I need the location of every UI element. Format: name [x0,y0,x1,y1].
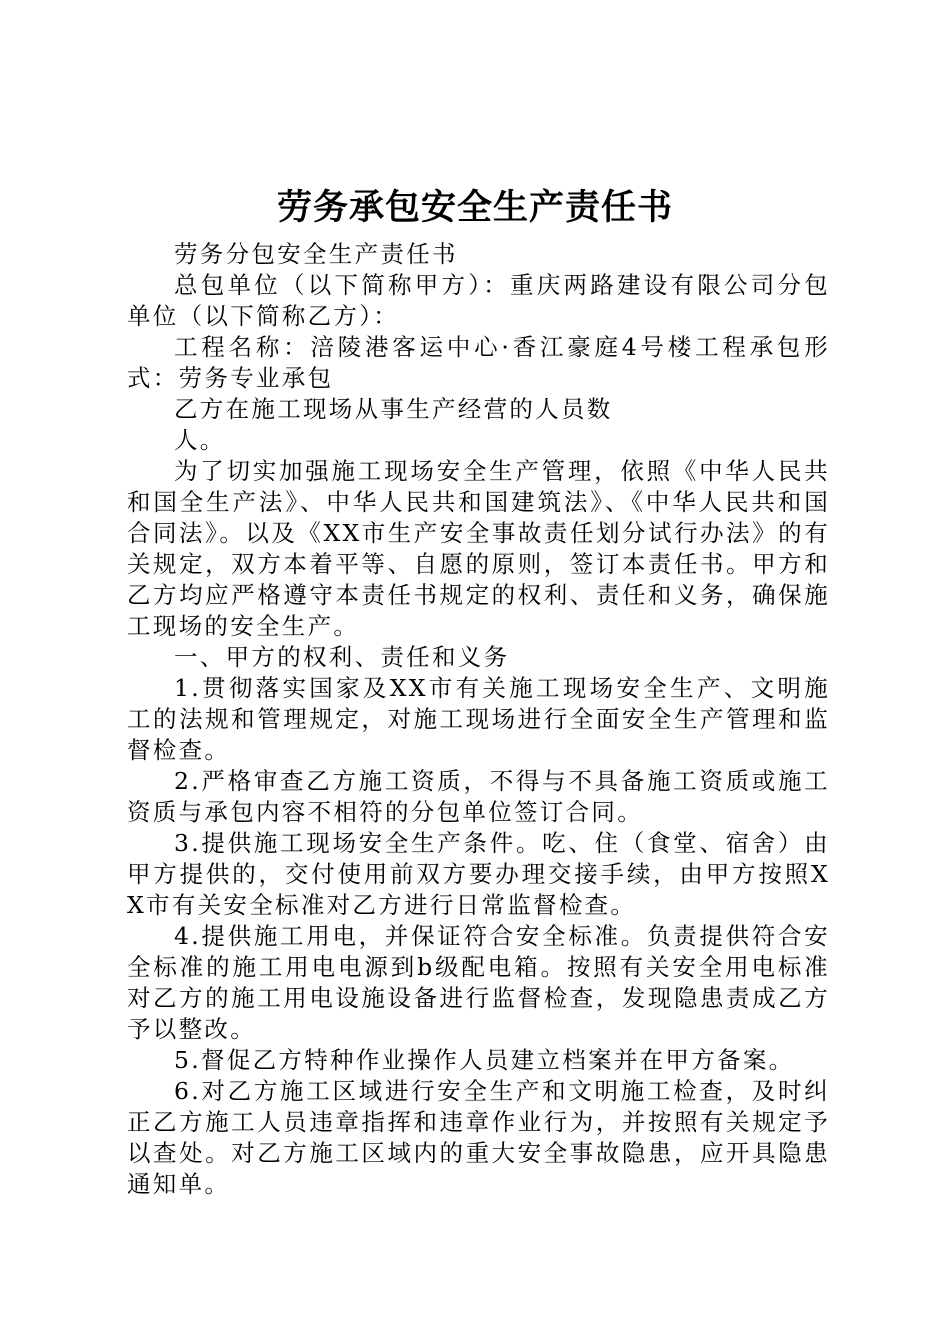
clause-4: 4.提供施工用电，并保证符合安全标准。负责提供符合安全标准的施工用电电源到b级配电箱。按照有关安全用电标准对乙方的施工用电设施设备进行监督检查，发现隐患责成乙方予以整改。 [127,922,830,1043]
paragraph-staff-unit: 人。 [174,426,226,454]
paragraph-preamble: 为了切实加强施工现场安全生产管理，依照《中华人民共和国全生产法》、中华人民共和国建筑法》、《中华人民共和国合同法》。以及《XX市生产安全事故责任划分试行办法》的有关规定，双方本着平等、自愿的原则，签订本责任书。甲方和乙方均应严格遵守本责任书规定的权利、责任和义务，确保施工现场的安全生产。 [127,457,830,640]
paragraph-subtitle: 劳务分包安全生产责任书 [174,240,458,268]
clause-2: 2.严格审查乙方施工资质，不得与不具备施工资质或施工资质与承包内容不相符的分包单位签订合同。 [127,767,830,826]
clause-3: 3.提供施工现场安全生产条件。吃、住（食堂、宿舍）由甲方提供的，交付使用前双方要办理交接手续，由甲方按照XX市有关安全标准对乙方进行日常监督检查。 [127,829,830,919]
paragraph-staff-count: 乙方在施工现场从事生产经营的人员数 [174,395,613,423]
paragraph-parties: 总包单位（以下简称甲方）：重庆两路建设有限公司分包单位（以下简称乙方）： [127,271,830,330]
section-heading-party-a: 一、甲方的权利、责任和义务 [174,643,510,671]
clause-6: 6.对乙方施工区域进行安全生产和文明施工检查，及时纠正乙方施工人员违章指挥和违章作业行为，并按照有关规定予以查处。对乙方施工区域内的重大安全事故隐患，应开具隐患通知单。 [127,1077,830,1198]
clause-1: 1.贯彻落实国家及XX市有关施工现场安全生产、文明施工的法规和管理规定，对施工现场进行全面安全生产管理和监督检查。 [127,674,830,764]
paragraph-project: 工程名称：涪陵港客运中心·香江豪庭4号楼工程承包形式：劳务专业承包 [127,333,830,392]
document-body [127,239,830,1200]
clause-5: 5.督促乙方特种作业操作人员建立档案并在甲方备案。 [174,1046,795,1074]
document-title: 劳务承包安全生产责任书 [276,187,673,228]
